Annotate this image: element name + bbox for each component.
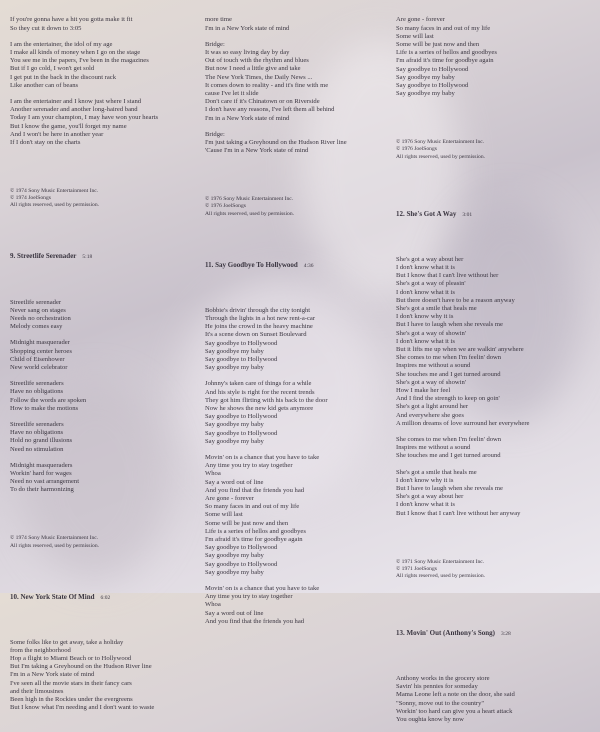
credit-line: © 1974 Sony Music Entertainment Inc.	[10, 188, 99, 195]
lyric-line: Say a word out of line	[205, 478, 264, 486]
credit-line: All rights reserved, used by permission.	[205, 210, 295, 217]
lyric-line: She touches me and I get turned around	[396, 370, 501, 378]
lyrics-column-right	[396, 0, 596, 732]
lyrics-block	[205, 16, 390, 155]
lyric-line: Midnight masqueraders	[10, 461, 73, 469]
lyric-line	[396, 461, 596, 469]
lyric-line: cause I've let it slide	[205, 90, 259, 98]
lyric-line: Life is a series of hellos and goodbyes	[396, 49, 497, 57]
lyric-line: Streetlife serenaders	[10, 380, 64, 388]
lyric-line: If I don't stay on the charts	[10, 139, 81, 147]
lyric-line: Workin' too hard can give you a heart attack	[396, 707, 513, 715]
lyric-line: more time	[205, 16, 232, 24]
lyric-line: Today I am your champion, I may have won your hearts	[10, 114, 159, 122]
lyric-line: And you find that the friends you had	[205, 617, 305, 625]
lyric-line: And everywhere she goes	[396, 411, 464, 419]
lyric-line: I am the entertainer and I know just where I stand	[10, 98, 142, 106]
lyric-line: from the neighborhood	[10, 646, 71, 654]
lyric-line	[10, 331, 200, 339]
lyric-line: Have no obligations	[10, 429, 64, 437]
lyric-line: And his style is right for the recent trends	[205, 388, 315, 396]
lyric-line: Say goodbye to Hollywood	[205, 560, 278, 568]
lyric-line: They got him flirting with his back to the door	[205, 396, 328, 404]
lyric-line: I'm in a New York state of mind	[10, 671, 95, 679]
lyric-line: She touches me and I get turned around	[396, 452, 501, 460]
lyric-line: I don't have any reasons, I've left them all behind	[205, 106, 335, 114]
lyric-line: Say goodbye my baby	[205, 364, 264, 372]
lyrics-column-middle	[205, 0, 390, 634]
lyric-line: Say goodbye my baby	[205, 421, 264, 429]
lyrics-column-left	[10, 0, 200, 721]
lyric-line: Anthony works in the grocery store	[396, 675, 490, 683]
lyric-line: But if I go cold, I won't get sold	[10, 65, 95, 73]
lyric-line: Like another can of beans	[10, 81, 79, 89]
lyric-line: He joins the crowd in the heavy machine	[205, 323, 313, 331]
lyric-line: Whoa	[205, 601, 221, 609]
lyric-line: Are gone - forever	[205, 494, 254, 502]
lyric-line: And I find the strength to keep on goin'	[396, 395, 500, 403]
lyric-line: But I'm taking a Greyhound on the Hudson River line	[10, 663, 152, 671]
song-title: 11. Say Goodbye To Hollywood 4:36	[205, 260, 314, 269]
lyric-line: I don't know what it is	[396, 501, 455, 509]
lyric-line: Needs no orchestration	[10, 314, 71, 322]
copyright-notice	[396, 139, 596, 161]
lyric-line: But I have to laugh when she reveals me	[396, 321, 503, 329]
credit-line: © 1976 JoelSongs	[396, 146, 437, 153]
lyric-line: Say goodbye my baby	[205, 347, 264, 355]
lyric-line: I'm afraid it's time for goodbye again	[205, 535, 303, 543]
lyric-line: Any time you try to stay together	[205, 462, 293, 470]
song-title: 12. She's Got A Way 3:01	[396, 209, 473, 218]
lyric-line: She's got a way of showin'	[396, 329, 466, 337]
credit-line: © 1971 Sony Music Entertainment Inc.	[396, 558, 485, 565]
lyric-line: Been high in the Rockies under the evergreens	[10, 696, 133, 704]
lyric-line: How to make the motions	[10, 404, 79, 412]
lyric-line: "Sonny, move out to the country"	[396, 699, 485, 707]
lyric-line: Workin' hard for wages	[10, 469, 72, 477]
lyric-line: Say goodbye to Hollywood	[205, 413, 278, 421]
lyric-line: Bridge:	[205, 130, 225, 138]
lyric-line: Movin' on is a chance that you have to take	[205, 453, 320, 461]
credit-line: All rights reserved, used by permission.	[396, 153, 486, 160]
lyric-line: She comes to me when I'm feelin' down	[396, 354, 502, 362]
lyric-line: The New York Times, the Daily News ...	[205, 73, 313, 81]
lyric-line: I'm in a New York state of mind	[205, 24, 290, 32]
lyric-line: I don't know why it is	[396, 313, 454, 321]
lyric-line: Follow the words are spoken	[10, 396, 87, 404]
lyric-line: Say goodbye my baby	[205, 437, 264, 445]
lyric-line: Mama Leone left a note on the door, she said	[396, 691, 515, 699]
copyright-notice	[396, 559, 596, 581]
lyric-line: Streetlife serenader	[10, 298, 62, 306]
lyric-line	[10, 454, 200, 462]
lyric-line: Say a word out of line	[205, 609, 264, 617]
credit-line: All rights reserved, used by permission.	[396, 573, 486, 579]
lyric-line: How I make her feel	[396, 386, 451, 394]
lyric-line: Say goodbye to Hollywood	[396, 82, 469, 90]
lyric-line	[10, 33, 200, 41]
lyric-line: Say goodbye my baby	[205, 552, 264, 560]
lyric-line: She's got a way about her	[396, 493, 464, 501]
lyric-line: And you find that the friends you had	[205, 486, 305, 494]
lyric-line: Shopping center heroes	[10, 347, 72, 355]
lyric-line: Bobbie's drivin' through the city tonight	[205, 306, 311, 314]
lyric-line: So many faces in and out of my life	[205, 503, 300, 511]
lyric-line: I make all kinds of money when I go on the stage	[10, 49, 141, 57]
lyric-line: Some will be just now and then	[396, 41, 480, 49]
lyric-line: 'Cause I'm in a New York state of mind	[205, 147, 309, 155]
credit-line: © 1974 Sony Music Entertainment Inc.	[10, 535, 99, 542]
lyric-line: Say goodbye to Hollywood	[205, 339, 278, 347]
lyric-line: It's a scene down on Sunset Boulevard	[205, 331, 307, 339]
lyric-line: Child of Eisenhower	[10, 355, 65, 363]
lyric-line: Some will last	[205, 511, 243, 519]
lyric-line: A million dreams of love surround her everywhere	[396, 419, 530, 427]
lyric-line: Now he shows the new kid gets anymore	[205, 404, 314, 412]
lyric-line: Movin' on is a chance that you have to take	[205, 585, 320, 592]
lyrics-block	[10, 16, 200, 147]
lyric-line: Hop a flight to Miami Beach or to Hollywood	[10, 655, 132, 663]
lyric-line: She's got a way about her	[396, 255, 464, 263]
lyric-line: Say goodbye my baby	[205, 568, 264, 576]
lyrics-block	[396, 675, 596, 724]
lyric-line: Say goodbye my baby	[396, 73, 455, 81]
lyric-line	[205, 446, 390, 454]
lyric-line: You oughta know by now	[396, 716, 464, 724]
lyric-line: Say goodbye to Hollywood	[396, 65, 469, 73]
lyric-line: If you're gonna have a hit you gotta make it fit	[10, 16, 133, 24]
copyright-notice	[10, 188, 200, 210]
lyric-line: and their limousines	[10, 687, 64, 695]
lyric-line: Any time you try to stay together	[205, 593, 293, 601]
credit-line: © 1976 JoelSongs	[205, 203, 246, 210]
lyric-line: I get put in the back in the discount rack	[10, 73, 117, 81]
credit-line: © 1976 Sony Music Entertainment Inc.	[396, 139, 485, 146]
song-title: 10. New York State Of Mind 6:02	[10, 592, 111, 601]
lyrics-block	[396, 16, 596, 98]
lyric-line: I'm afraid it's time for goodbye again	[396, 57, 494, 65]
lyric-line: She's got a light around her	[396, 403, 469, 411]
lyric-line	[205, 123, 390, 131]
copyright-notice	[10, 535, 200, 549]
lyric-line: She comes to me when I'm feelin' down	[396, 435, 502, 443]
lyric-line: I don't know why it is	[396, 476, 454, 484]
lyric-line: Some folks like to get away, take a holiday	[10, 638, 124, 646]
lyric-line: Hold no grand illusions	[10, 437, 73, 445]
lyric-line: But I know that I can't live without her	[396, 272, 499, 280]
lyric-line: But I know the game, you'll forget my name	[10, 122, 127, 130]
lyric-line: Life is a series of hellos and goodbyes	[205, 527, 306, 535]
lyric-line: But I know that I can't live without her anyway	[396, 509, 521, 517]
lyric-line: But now I need a little give and take	[205, 65, 301, 73]
lyric-line: Out of touch with the rhythm and blues	[205, 57, 309, 65]
song-title: 13. Movin' Out (Anthony's Song) 3:28	[396, 629, 511, 638]
lyric-line: So many faces in and out of my life	[396, 24, 491, 32]
lyric-line: I don't know what it is	[396, 337, 455, 345]
lyric-line: Inspires me without a sound	[396, 362, 471, 370]
lyric-line: She's got a way of showin'	[396, 378, 466, 386]
lyrics-block	[205, 307, 390, 626]
lyric-line	[205, 372, 390, 380]
lyric-line: She's got a smile that heals me	[396, 468, 477, 476]
lyric-line: To do their harmonizing	[10, 486, 74, 494]
lyric-line: But it lifts me up when we are walkin' anywhere	[396, 345, 524, 353]
lyric-line: It was so easy living day by day	[205, 49, 290, 57]
lyric-line: Say goodbye to Hollywood	[205, 429, 278, 437]
lyric-line: And I won't be here in another year	[10, 130, 104, 138]
lyric-line: I've seen all the movie stars in their fancy cars	[10, 679, 132, 687]
credit-line: All rights reserved, used by permission.	[10, 202, 100, 209]
lyric-line: I don't know what it is	[396, 288, 455, 296]
lyric-line: Savin' his pennies for someday	[396, 683, 478, 691]
lyric-line: New world celebrator	[10, 363, 68, 371]
lyric-line	[205, 577, 390, 585]
lyric-line	[205, 33, 390, 41]
lyric-line: I'm in a New York state of mind	[205, 114, 290, 122]
lyric-line: Say goodbye to Hollywood	[205, 355, 278, 363]
lyrics-block	[10, 299, 200, 495]
lyric-line: I don't know what it is	[396, 263, 455, 271]
lyric-line: Never sang on stages	[10, 306, 66, 314]
lyric-line	[10, 413, 200, 421]
lyric-line: She's got a way of pleasin'	[396, 280, 466, 288]
lyric-line: Whoa	[205, 470, 221, 478]
lyric-line: Need no vast arrangement	[10, 478, 80, 486]
lyric-line: Bridge:	[205, 40, 225, 48]
lyric-line: Some will be just now and then	[205, 519, 289, 527]
lyric-line: Say goodbye to Hollywood	[205, 544, 278, 552]
lyric-line: Have no obligations	[10, 388, 64, 396]
lyric-line: Some will last	[396, 32, 434, 40]
lyric-line: You see me in the papers, I've been in the magazines	[10, 57, 149, 65]
lyric-line: I'm just taking a Greyhound on the Hudson River line	[205, 139, 347, 147]
lyric-line: Don't care if it's Chinatown or on Riverside	[205, 98, 320, 106]
credit-line: © 1971 JoelSongs	[396, 565, 437, 572]
lyric-line: Need no stimulation	[10, 445, 64, 453]
lyric-line: I am the entertainer, the idol of my age	[10, 40, 113, 48]
lyric-line: Are gone - forever	[396, 16, 445, 24]
lyric-line: But there doesn't have to be a reason anyway	[396, 296, 515, 304]
lyric-line: Streetlife serenaders	[10, 420, 64, 428]
lyrics-block	[10, 639, 200, 713]
lyric-line: Inspires me without a sound	[396, 444, 471, 452]
lyric-line: She's got a smile that heals me	[396, 304, 477, 312]
lyrics-block	[396, 256, 596, 518]
lyric-line: Say goodbye my baby	[396, 90, 455, 98]
lyric-line: Another serenader and another long-haired band	[10, 106, 138, 114]
copyright-notice	[205, 196, 390, 218]
lyric-line: But I have to laugh when she reveals me	[396, 484, 503, 492]
lyric-line: Johnny's taken care of things for a while	[205, 380, 312, 388]
lyric-line: But I know what I'm needing and I don't want to waste	[10, 704, 155, 712]
lyric-line: Midnight masquerader	[10, 339, 70, 347]
lyric-line	[10, 90, 200, 98]
lyric-line: So they cut it down to 3:05	[10, 24, 82, 32]
lyric-line: It comes down to reality - and it's fine with me	[205, 81, 329, 89]
lyric-line	[396, 428, 596, 436]
lyric-line	[10, 372, 200, 380]
song-title: 9. Streetlife Serenader 5:18	[10, 252, 93, 261]
lyric-line: Through the lights in a hot new rent-a-car	[205, 314, 316, 322]
credit-line: © 1976 Sony Music Entertainment Inc.	[205, 196, 294, 203]
lyric-line: Melody comes easy	[10, 323, 63, 331]
credit-line: All rights reserved, used by permission.	[10, 542, 100, 549]
credit-line: © 1974 JoelSongs	[10, 195, 51, 202]
